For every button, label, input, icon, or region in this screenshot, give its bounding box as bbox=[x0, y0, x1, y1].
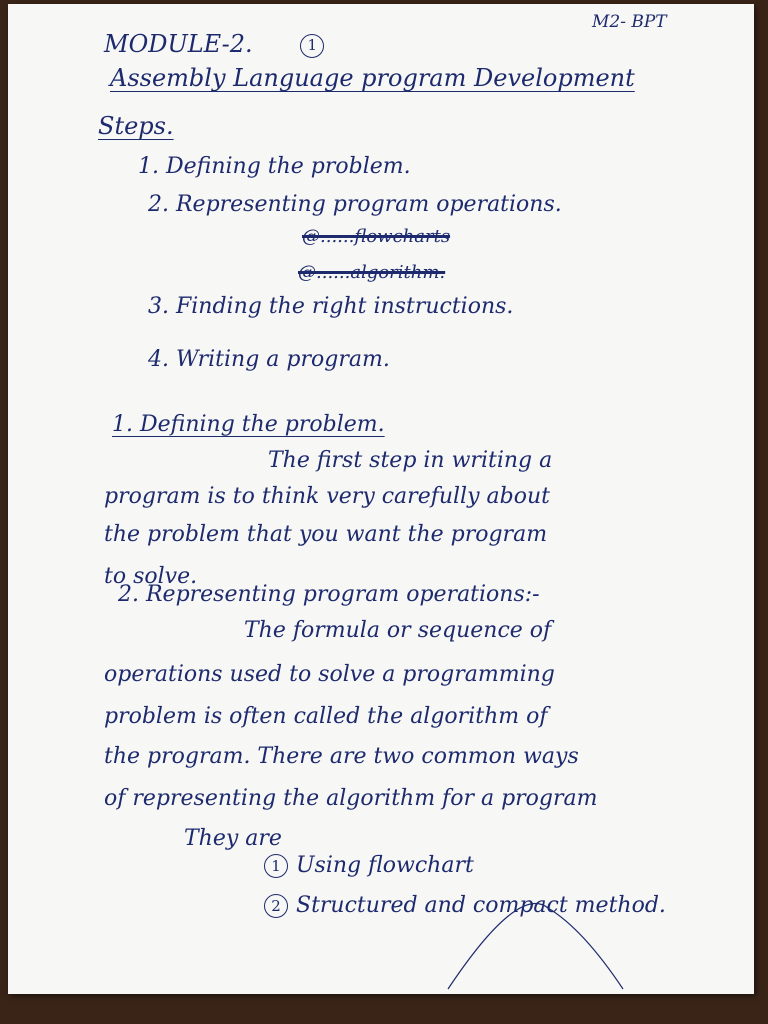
way-1-number: 1 bbox=[264, 854, 288, 878]
section-2-line-4: the program. There are two common ways bbox=[104, 744, 579, 769]
way-2-number: 2 bbox=[264, 894, 288, 918]
way-1-text: Using flowchart bbox=[296, 853, 474, 878]
step-2: 2. Representing program operations. bbox=[148, 192, 562, 217]
page-number: 1 bbox=[300, 34, 324, 58]
section-2-line-6: They are bbox=[184, 826, 282, 851]
section-1-heading: 1. Defining the problem. bbox=[112, 412, 385, 437]
section-2-line-3: problem is often called the algorithm of bbox=[104, 704, 548, 729]
step-1: 1. Defining the problem. bbox=[138, 154, 411, 179]
section-2-line-5: of representing the algorithm for a program bbox=[104, 786, 598, 811]
title-line-2: Steps. bbox=[98, 112, 174, 140]
module-label: MODULE-2. bbox=[104, 30, 253, 58]
way-2-text: Structured and compact method. bbox=[296, 893, 666, 918]
section-2-heading: 2. Representing program operations:- bbox=[118, 582, 540, 607]
section-1-line-1: The first step in writing a bbox=[268, 448, 553, 473]
section-2-line-2: operations used to solve a programming bbox=[104, 662, 555, 687]
notebook-page bbox=[8, 4, 754, 994]
pen-curve-mark bbox=[8, 4, 754, 994]
step-4: 4. Writing a program. bbox=[148, 347, 390, 372]
struck-text-1: @......flowcharts bbox=[302, 226, 451, 247]
step-3: 3. Finding the right instructions. bbox=[148, 294, 514, 319]
title-line-1: Assembly Language program Development bbox=[110, 64, 635, 92]
struck-text-2: @......algorithm. bbox=[298, 262, 446, 283]
section-1-line-3: the problem that you want the program bbox=[104, 522, 548, 547]
section-1-line-4: to solve. bbox=[104, 564, 198, 589]
section-1-line-2: program is to think very carefully about bbox=[104, 484, 550, 509]
section-2-line-1: The formula or sequence of bbox=[244, 618, 552, 643]
top-right-tag: M2- BPT bbox=[592, 12, 667, 32]
